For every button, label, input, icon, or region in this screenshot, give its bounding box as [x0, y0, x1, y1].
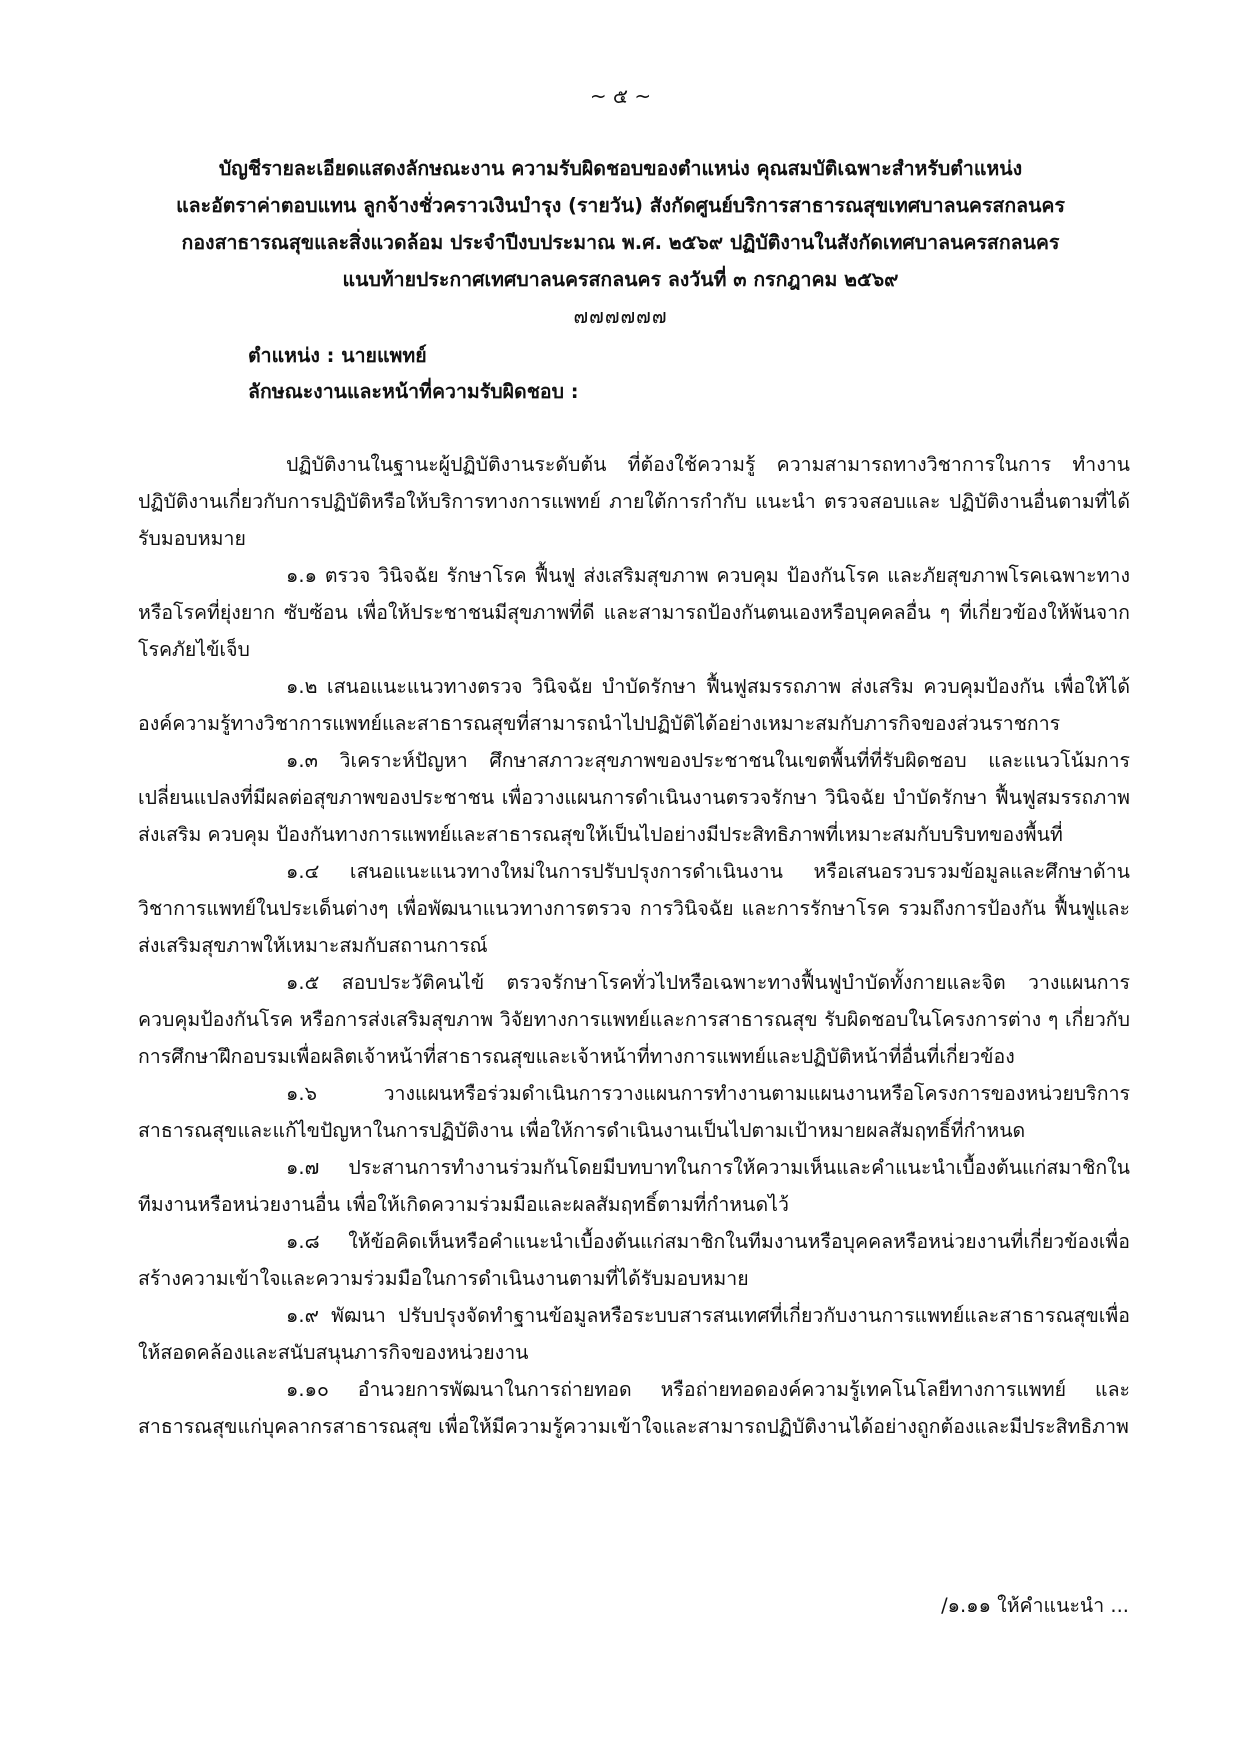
continuation-note: /๑.๑๑ ให้คำแนะนำ ... — [941, 1594, 1129, 1617]
paragraph-duty-1-5: ๑.๕ สอบประวัติคนไข้ ตรวจรักษาโรคทั่วไปหรือเฉพาะทางฟื้นฟูบำบัดทั้งกายและจิต วางแผนการควบคุมป้องกันโรค หรือการส่งเสริมสุขภาพ วิจัยทางการแพทย์และการสาธารณสุข รับผิดชอบในโครงการต่าง ๆ เกี่ยวกับการศึกษาฝึกอบรมเพื่อผลิตเจ้าหน้าที่สาธารณสุขและเจ้าหน้าที่ทางการแพทย์และปฏิบัติหน้าที่อื่นที่เกี่ยวข้อง — [138, 971, 1130, 1068]
paragraph-duty-1-4: ๑.๔ เสนอแนะแนวทางใหม่ในการปรับปรุงการดำเนินงาน หรือเสนอรวบรวมข้อมูลและศึกษาด้านวิชาการแพทย์ในประเด็นต่างๆ เพื่อพัฒนาแนวทางการตรวจ การวินิจฉัย และการรักษาโรค รวมถึงการป้องกัน ฟื้นฟูและส่งเสริมสุขภาพให้เหมาะสมกับสถานการณ์ — [138, 860, 1130, 957]
position-label: ตำแหน่ง : นายแพทย์ — [248, 344, 427, 367]
paragraph-duty-1-6: ๑.๖ วางแผนหรือร่วมดำเนินการวางแผนการทำงานตามแผนงานหรือโครงการของหน่วยบริการสาธารณสุขและแก้ไขปัญหาในการปฏิบัติงาน เพื่อให้การดำเนินงานเป็นไปตามเป้าหมายผลสัมฤทธิ์ที่กำหนด — [138, 1082, 1130, 1142]
heading-line: แนบท้ายประกาศเทศบาลนครสกลนคร ลงวันที่ ๓ กรกฎาคม ๒๕๖๙ — [342, 268, 899, 291]
paragraph-duty-1-9: ๑.๙ พัฒนา ปรับปรุงจัดทำฐานข้อมูลหรือระบบสารสนเทศที่เกี่ยวกับงานการแพทย์และสาธารณสุขเพื่อให้สอดคล้องและสนับสนุนภารกิจของหน่วยงาน — [138, 1304, 1130, 1364]
heading-line: กองสาธารณสุขและสิ่งแวดล้อม ประจำปีงบประมาณ พ.ศ. ๒๕๖๙ ปฏิบัติงานในสังกัดเทศบาลนครสกลนคร — [181, 231, 1060, 254]
paragraph-intro: ปฏิบัติงานในฐานะผู้ปฏิบัติงานระดับต้น ที่ต้องใช้ความรู้ ความสามารถทางวิชาการในการ ทำงานปฏิบัติงานเกี่ยวกับการปฏิบัติหรือให้บริการทางการแพทย์ ภายใต้การกำกับ แนะนำ ตรวจสอบและ ปฏิบัติงานอื่นตามที่ได้รับมอบหมาย — [138, 453, 1130, 550]
heading-line: และอัตราค่าตอบแทน ลูกจ้างชั่วคราวเงินบำรุง (รายวัน) สังกัดศูนย์บริการสาธารณสุขเทศบาลนครสกลนคร — [176, 194, 1065, 217]
paragraph-duty-1-10: ๑.๑๐ อำนวยการพัฒนาในการถ่ายทอด หรือถ่ายทอดองค์ความรู้เทคโนโลยีทางการแพทย์ และสาธารณสุขแก่บุคลากรสาธารณสุข เพื่อให้มีความรู้ความเข้าใจและสามารถปฏิบัติงานได้อย่างถูกต้องและมีประสิทธิภาพ — [138, 1378, 1130, 1438]
paragraph-duty-1-8: ๑.๘ ให้ข้อคิดเห็นหรือคำแนะนำเบื้องต้นแก่สมาชิกในทีมงานหรือบุคคลหรือหน่วยงานที่เกี่ยวข้องเพื่อสร้างความเข้าใจและความร่วมมือในการดำเนินงานตามที่ได้รับมอบหมาย — [138, 1230, 1130, 1290]
document-heading — [120, 150, 1121, 335]
paragraph-duty-1-7: ๑.๗ ประสานการทำงานร่วมกันโดยมีบทบาทในการให้ความเห็นและคำแนะนำเบื้องต้นแก่สมาชิกในทีมงานหรือหน่วยงานอื่น เพื่อให้เกิดความร่วมมือและผลสัมฤทธิ์ตามที่กำหนดไว้ — [138, 1156, 1130, 1216]
heading-decoration: ๗๗๗๗๗๗ — [573, 305, 668, 328]
paragraph-duty-1-2: ๑.๒ เสนอแนะแนวทางตรวจ วินิจฉัย บำบัดรักษา ฟื้นฟูสมรรถภาพ ส่งเสริม ควบคุมป้องกัน เพื่อให้ได้องค์ความรู้ทางวิชาการแพทย์และสาธารณสุขที่สามารถนำไปปฏิบัติได้อย่างเหมาะสมกับภารกิจของส่วนราชการ — [138, 675, 1130, 735]
heading-line: บัญชีรายละเอียดแสดงลักษณะงาน ความรับผิดชอบของตำแหน่ง คุณสมบัติเฉพาะสำหรับตำแหน่ง — [218, 157, 1023, 180]
paragraph-duty-1-1: ๑.๑ ตรวจ วินิจฉัย รักษาโรค ฟื้นฟู ส่งเสริมสุขภาพ ควบคุม ป้องกันโรค และภัยสุขภาพโรคเฉพาะทางหรือโรคที่ยุ่งยาก ซับซ้อน เพื่อให้ประชาชนมีสุขภาพที่ดี และสามารถป้องกันตนเองหรือบุคคลอื่น ๆ ที่เกี่ยวข้องให้พ้นจากโรคภัยไข้เจ็บ — [138, 564, 1130, 661]
paragraph-duty-1-3: ๑.๓ วิเคราะห์ปัญหา ศึกษาสภาวะสุขภาพของประชาชนในเขตพื้นที่ที่รับผิดชอบ และแนวโน้มการเปลี่ยนแปลงที่มีผลต่อสุขภาพของประชาชน เพื่อวางแผนการดำเนินงานตรวจรักษา วินิจฉัย บำบัดรักษา ฟื้นฟูสมรรถภาพ ส่งเสริม ควบคุม ป้องกันทางการแพทย์และสาธารณสุขให้เป็นไปอย่างมีประสิทธิภาพที่เหมาะสมกับบริบทของพื้นที่ — [138, 749, 1130, 846]
duties-label: ลักษณะงานและหน้าที่ความรับผิดชอบ : — [248, 380, 579, 403]
page-number: ~ ๕ ~ — [589, 84, 652, 108]
duties-body — [138, 446, 1130, 1445]
